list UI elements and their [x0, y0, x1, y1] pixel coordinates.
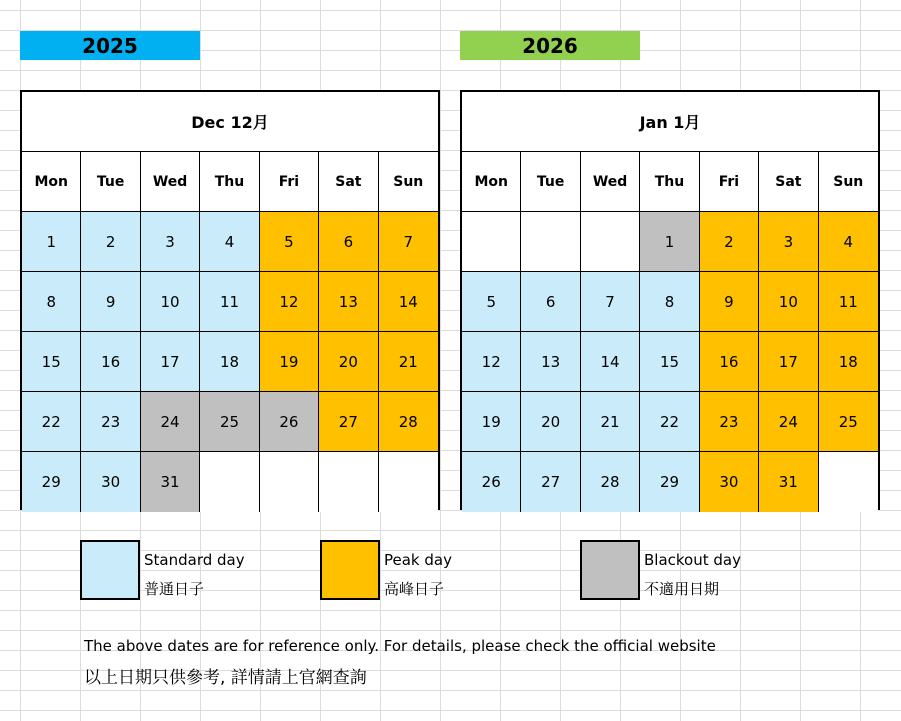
legend-peak-zh: 高峰日子 [384, 580, 445, 598]
empty-cell [260, 452, 319, 512]
month-title: Dec 12月 [22, 92, 438, 152]
day-cell-standard: 3 [141, 212, 200, 272]
day-cell-standard: 17 [141, 332, 200, 392]
day-cell-standard: 23 [81, 392, 140, 452]
day-cell-peak: 25 [819, 392, 878, 452]
note-en: The above dates are for reference only. For details, please check the official website [84, 637, 716, 655]
day-cell-blackout: 26 [260, 392, 319, 452]
day-cell-peak: 16 [700, 332, 759, 392]
day-cell-standard: 13 [521, 332, 580, 392]
day-cell-blackout: 24 [141, 392, 200, 452]
day-cell-standard: 14 [581, 332, 640, 392]
calendar-grid [462, 152, 878, 512]
day-cell-standard: 19 [462, 392, 521, 452]
day-cell-standard: 29 [640, 452, 699, 512]
day-cell-peak: 18 [819, 332, 878, 392]
weekday-header: Fri [260, 152, 319, 212]
weekday-header: Mon [462, 152, 521, 212]
legend-standard-swatch [80, 540, 140, 600]
day-cell-standard: 5 [462, 272, 521, 332]
legend-standard-en: Standard day [144, 551, 245, 569]
weekday-header: Mon [22, 152, 81, 212]
calendar-december [20, 90, 440, 510]
weekday-header: Sun [819, 152, 878, 212]
weekday-header: Tue [521, 152, 580, 212]
day-cell-standard: 26 [462, 452, 521, 512]
empty-cell [462, 212, 521, 272]
day-cell-peak: 6 [319, 212, 378, 272]
day-cell-standard: 12 [462, 332, 521, 392]
day-cell-standard: 30 [81, 452, 140, 512]
day-cell-peak: 11 [819, 272, 878, 332]
day-cell-standard: 15 [640, 332, 699, 392]
weekday-header: Wed [141, 152, 200, 212]
legend-standard [144, 546, 245, 604]
day-cell-standard: 2 [81, 212, 140, 272]
day-cell-standard: 8 [640, 272, 699, 332]
day-cell-blackout: 1 [640, 212, 699, 272]
year-2025-badge: 2025 [20, 31, 200, 60]
day-cell-peak: 3 [759, 212, 818, 272]
weekday-header: Sun [379, 152, 438, 212]
day-cell-standard: 9 [81, 272, 140, 332]
empty-cell [521, 212, 580, 272]
day-cell-standard: 20 [521, 392, 580, 452]
day-cell-standard: 11 [200, 272, 259, 332]
day-cell-peak: 2 [700, 212, 759, 272]
day-cell-peak: 31 [759, 452, 818, 512]
day-cell-standard: 1 [22, 212, 81, 272]
legend-blackout [644, 546, 741, 604]
day-cell-standard: 8 [22, 272, 81, 332]
day-cell-peak: 13 [319, 272, 378, 332]
day-cell-peak: 4 [819, 212, 878, 272]
day-cell-peak: 10 [759, 272, 818, 332]
day-cell-peak: 23 [700, 392, 759, 452]
day-cell-peak: 24 [759, 392, 818, 452]
day-cell-standard: 27 [521, 452, 580, 512]
day-cell-peak: 5 [260, 212, 319, 272]
day-cell-standard: 28 [581, 452, 640, 512]
day-cell-blackout: 25 [200, 392, 259, 452]
year-2026-badge: 2026 [460, 31, 640, 60]
day-cell-blackout: 31 [141, 452, 200, 512]
day-cell-standard: 6 [521, 272, 580, 332]
day-cell-standard: 29 [22, 452, 81, 512]
legend-peak-swatch [320, 540, 380, 600]
calendar-january [460, 90, 880, 510]
legend-peak [384, 546, 452, 604]
legend-blackout-zh: 不適用日期 [644, 580, 720, 598]
weekday-header: Tue [81, 152, 140, 212]
weekday-header: Thu [640, 152, 699, 212]
day-cell-standard: 18 [200, 332, 259, 392]
legend-peak-en: Peak day [384, 551, 452, 569]
day-cell-peak: 12 [260, 272, 319, 332]
calendar-grid [22, 152, 438, 512]
weekday-header: Thu [200, 152, 259, 212]
legend-blackout-en: Blackout day [644, 551, 741, 569]
weekday-header: Wed [581, 152, 640, 212]
day-cell-peak: 28 [379, 392, 438, 452]
day-cell-standard: 22 [22, 392, 81, 452]
empty-cell [379, 452, 438, 512]
weekday-header: Sat [319, 152, 378, 212]
legend-standard-zh: 普通日子 [144, 580, 205, 598]
day-cell-peak: 7 [379, 212, 438, 272]
weekday-header: Sat [759, 152, 818, 212]
day-cell-standard: 10 [141, 272, 200, 332]
day-cell-peak: 30 [700, 452, 759, 512]
day-cell-peak: 19 [260, 332, 319, 392]
weekday-header: Fri [700, 152, 759, 212]
empty-cell [319, 452, 378, 512]
day-cell-peak: 20 [319, 332, 378, 392]
empty-cell [200, 452, 259, 512]
day-cell-standard: 7 [581, 272, 640, 332]
empty-cell [819, 452, 878, 512]
day-cell-peak: 9 [700, 272, 759, 332]
day-cell-peak: 17 [759, 332, 818, 392]
day-cell-standard: 4 [200, 212, 259, 272]
day-cell-peak: 21 [379, 332, 438, 392]
day-cell-standard: 16 [81, 332, 140, 392]
note-zh: 以上日期只供參考, 詳情請上官網查詢 [84, 668, 367, 688]
day-cell-standard: 15 [22, 332, 81, 392]
month-title: Jan 1月 [462, 92, 878, 152]
empty-cell [581, 212, 640, 272]
day-cell-standard: 22 [640, 392, 699, 452]
day-cell-peak: 14 [379, 272, 438, 332]
day-cell-peak: 27 [319, 392, 378, 452]
day-cell-standard: 21 [581, 392, 640, 452]
legend-blackout-swatch [580, 540, 640, 600]
